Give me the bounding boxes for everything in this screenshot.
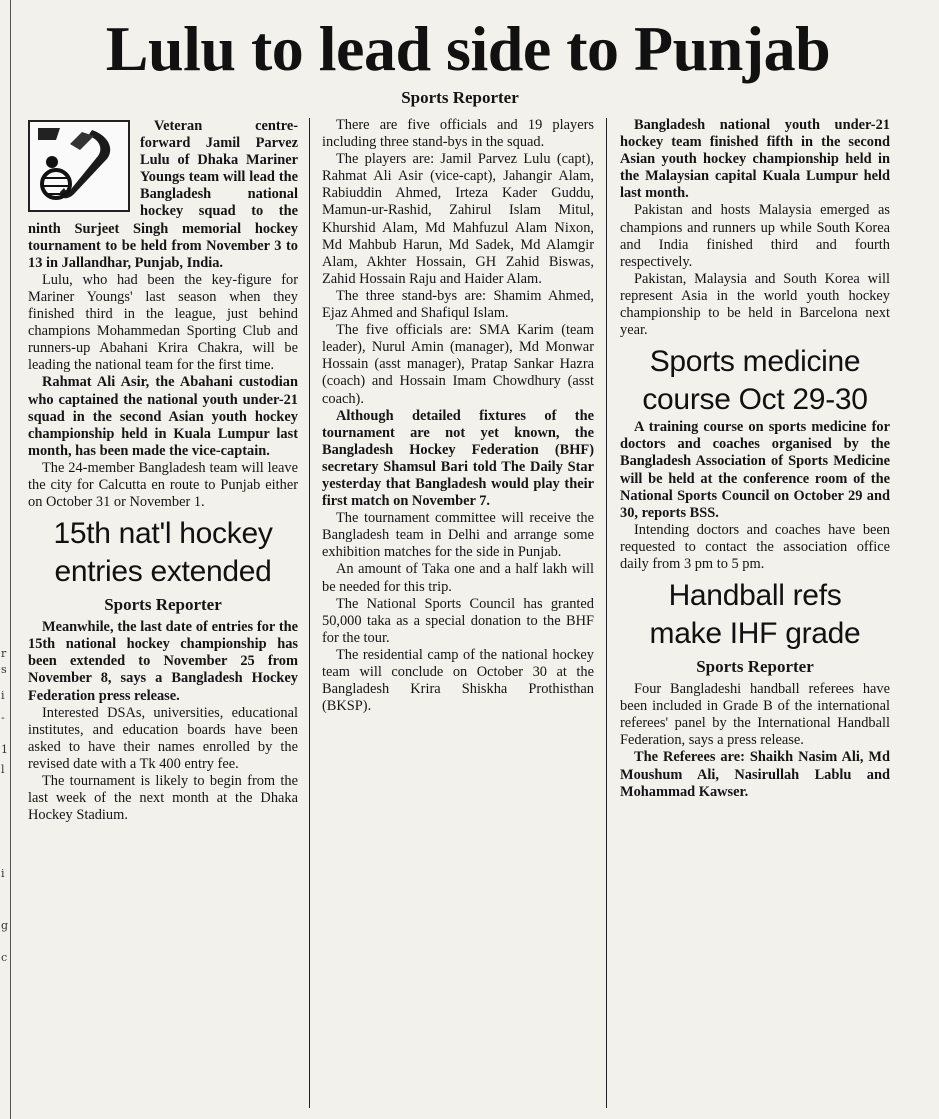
lulu-paragraph-7: The three stand-bys are: Shamim Ahmed, Ejaz Ahmed and Shafiqul Islam. (322, 287, 594, 322)
handball-headline-line-2: make IHF grade (649, 617, 861, 651)
medicine-headline-line-1: Sports medicine (649, 345, 861, 379)
medicine-headline-line-2: course Oct 29-30 (642, 383, 868, 417)
handball-headline (620, 577, 890, 653)
entries-byline: Sports Reporter (104, 595, 222, 615)
handball-paragraph-1: Four Bangladeshi handball referees have been included in Grade B of the international referees' panel by the International Handball Federation, says a press release. (620, 681, 890, 749)
lulu-paragraph-6: The players are: Jamil Parvez Lulu (capt), Rahmat Ali Asir (vice-capt), Jahangir Alam, Rabiuddin Ahmed, Irteza Kader Guddu, Mamun-ur-Rashid, Zahirul Islam Mitul, Khurshid Alam, Md Mahfuzul Alam Nixon, Md Mahbub Harun, Md Sadek, Md Alamgir Alam, Akhter Hossain, GH Zahid Biswas, Zahid Hossain Raju and Haider Alam. (322, 151, 594, 287)
main-headline: Lulu to lead side to Punjab (105, 13, 831, 84)
lulu-paragraph-12: The National Sports Council has granted 50,000 taka as a special donation to the BHF for the tour. (322, 595, 594, 646)
lulu-paragraph-5: There are five officials and 19 players including three stand-bys in the squad. (322, 117, 594, 151)
entries-paragraph-2: Interested DSAs, universities, educational institutes, and education boards have been asked to have their names enrolled by the revised date with a Tk 400 entry fee. (28, 704, 298, 772)
lulu-paragraph-15: Pakistan and hosts Malaysia emerged as champions and runners up while South Korea and India finished third and fourth respectively. (620, 202, 890, 270)
lulu-paragraph-13: The residential camp of the national hockey team will conclude on October 30 at the Bangladesh Krira Shiskha Prothisthan (BKSP). (322, 646, 594, 715)
hockey-logo-icon (28, 120, 130, 212)
lulu-paragraph-9: Although detailed fixtures of the tournament are not yet known, the Bangladesh Hockey Federation (BHF) secretary Shamsul Bari told The Daily Star yesterday that Bangladesh would play their first match on November 7. (322, 407, 594, 510)
lulu-paragraph-10: The tournament committee will receive the Bangladesh team in Delhi and arrange some exhibition matches for the side in Punjab. (322, 510, 594, 561)
main-byline: Sports Reporter (401, 88, 519, 107)
edge-fragment: l (1, 763, 5, 776)
handball-paragraph-2: The Referees are: Shaikh Nasim Ali, Md Moushum Ali, Nasirullah Lablu and Mohammad Kawser. (620, 749, 890, 800)
lulu-paragraph-14: Bangladesh national youth under-21 hockey team finished fifth in the second Asian youth hockey championship held in the Malaysian capital Kuala Lumpur held last month. (620, 117, 890, 202)
column-3 (620, 117, 890, 801)
lulu-paragraph-11: An amount of Taka one and a half lakh will be needed for this trip. (322, 561, 594, 595)
entries-paragraph-3: The tournament is likely to begin from the last week of the next month at the Dhaka Hockey Stadium. (28, 773, 298, 824)
lulu-paragraph-16: Pakistan, Malaysia and South Korea will represent Asia in the world youth hockey championship to be held in Barcelona next year. (620, 270, 890, 339)
medicine-paragraph-2: Intending doctors and coaches have been requested to contact the association office daily from 3 pm to 5 pm. (620, 521, 890, 572)
edge-fragment: i (1, 867, 5, 880)
edge-fragment: s (1, 663, 7, 676)
lulu-paragraph-3: Rahmat Ali Asir, the Abahani custodian who captained the national youth under-21 squad in the second Asian youth hockey championship held in Kuala Lumpur last month, has been made the vice-captain. (28, 374, 298, 459)
entries-headline-line-1: 15th nat'l hockey (53, 517, 273, 551)
lulu-paragraph-8: The five officials are: SMA Karim (team leader), Nurul Amin (manager), Md Monwar Hossain (asst manager), Pratap Sankar Hazra (coach) and Hossain Imam Chowdhury (asst coach). (322, 322, 594, 407)
edge-fragment: c (1, 951, 8, 964)
entries-paragraph-1: Meanwhile, the last date of entries for the 15th national hockey championship has been extended to November 25 from November 8, says a Bangladesh Hockey Federation press release. (28, 619, 298, 704)
column-1 (28, 118, 298, 824)
entries-headline-line-2: entries extended (54, 555, 272, 589)
entries-headline (28, 515, 298, 591)
lulu-paragraph-2: Lulu, who had been the key-figure for Mariner Youngs' last season when they finished third in the league, just behind champions Mohammedan Sporting Club and runners-up Abahani Krira Chakra, will be leading the national team for the first time. (28, 271, 298, 374)
column-rule (309, 118, 310, 1108)
medicine-headline (620, 343, 890, 419)
lulu-paragraph-1: Veteran centre-forward Jamil Parvez Lulu of Dhaka Mariner Youngs team will lead the Bangladesh national hockey squad to the ninth Surjeet Singh memorial hockey tournament to be held from November 3 to 13 in Jallandhar, Punjab, India. (28, 118, 298, 271)
edge-fragment: - (1, 711, 5, 724)
handball-byline: Sports Reporter (696, 657, 814, 677)
edge-fragment: r (1, 647, 7, 660)
column-2 (322, 117, 594, 715)
handball-headline-line-1: Handball refs (668, 579, 842, 613)
edge-fragment: i (1, 689, 5, 702)
edge-fragment: 1 (1, 743, 8, 756)
previous-column-edge (0, 0, 11, 1119)
lulu-paragraph-4: The 24-member Bangladesh team will leave the city for Calcutta en route to Punjab either on October 31 or November 1. (28, 459, 298, 511)
medicine-paragraph-1: A training course on sports medicine for doctors and coaches organised by the Bangladesh Association of Sports Medicine will be held at the conference room of the National Sports Council on October 29 and 30, reports BSS. (620, 419, 890, 521)
edge-fragment: g (1, 919, 9, 932)
column-rule (606, 118, 607, 1108)
